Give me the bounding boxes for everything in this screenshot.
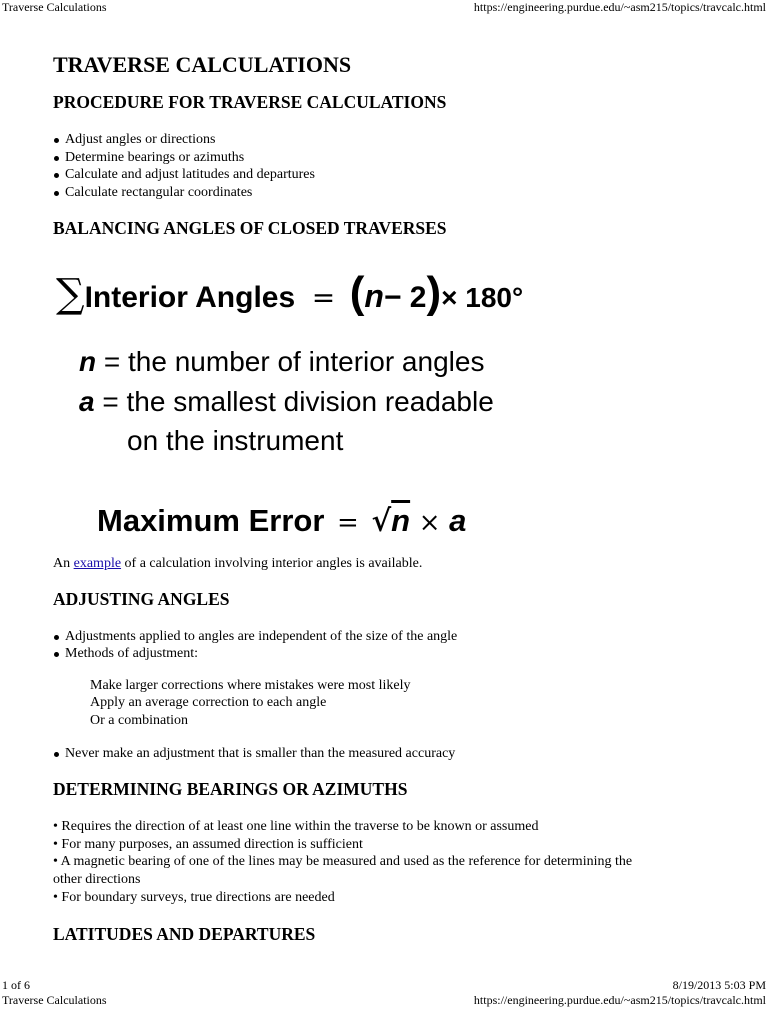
heading-latitudes: LATITUDES AND DEPARTURES [53,924,316,945]
method-item: Apply an average correction to each angle [90,695,327,711]
max-error-equals: = [337,508,359,538]
max-error-formula [97,500,466,544]
example-paragraph [53,555,743,573]
adjusting-list [53,628,743,663]
footer-page: 1 of 6 [2,978,30,992]
list-item: Adjust angles or directions [53,131,743,149]
list-item: • A magnetic bearing of one of the lines may be measured and used as the reference for determining the other directions [53,854,633,887]
var-a: a [79,386,95,417]
max-error-label: Maximum Error [97,503,325,538]
list-item: Calculate rectangular coordinates [53,184,743,202]
example-pre-text: An [53,556,74,571]
var-n: n [79,346,97,377]
formula-times-180: × 180° [441,282,524,313]
method-item: Or a combination [90,712,188,728]
sum-formula [56,268,523,323]
heading-bearings: DETERMINING BEARINGS OR AZIMUTHS [53,779,408,800]
example-link[interactable]: example [73,556,122,571]
formula-lhs: Interior Angles [84,281,296,314]
header-url: https://engineering.purdue.edu/~asm215/topics/travcalc.html [473,0,766,14]
equals-sign: = [311,281,336,314]
page-title: TRAVERSE CALCULATIONS [53,52,352,77]
times-symbol: × [418,508,441,538]
list-item-text: For boundary surveys, true directions are needed [61,889,335,905]
heading-procedure: PROCEDURE FOR TRAVERSE CALCULATIONS [53,92,447,112]
list-item-continuation: other directions [53,871,141,887]
footer-datetime: 8/19/2013 5:03 PM [672,978,766,992]
adjusting-list-2 [53,745,743,763]
def-n [79,344,484,380]
list-item: • For many purposes, an assumed direction is sufficient [53,836,363,852]
heading-adjusting: ADJUSTING ANGLES [53,588,230,609]
list-item-text: A magnetic bearing of one of the lines may be measured and used as the reference for determining the [60,854,633,870]
list-item: • Requires the direction of at least one line within the traverse to be known or assumed [53,819,539,835]
page-content-lower [53,555,743,945]
right-paren: ) [426,268,442,317]
page-content [53,52,743,239]
list-item-text: For many purposes, an assumed direction is sufficient [61,836,363,852]
left-paren: ( [349,268,365,317]
list-item-text: Requires the direction of at least one line within the traverse to be known or assumed [61,819,539,835]
footer-title: Traverse Calculations [2,993,107,1007]
method-item: Make larger corrections where mistakes were most likely [90,677,411,693]
example-post-text: of a calculation involving interior angles is available. [121,556,423,571]
footer-url: https://engineering.purdue.edu/~asm215/topics/travcalc.html [473,993,766,1007]
list-item: Determine bearings or azimuths [53,149,743,167]
sqrt-symbol: √ [371,504,392,539]
def-a-text2: on the instrument [127,425,344,456]
sigma-symbol: ∑ [56,271,85,317]
procedure-list [53,131,743,201]
bearings-list [53,818,743,906]
def-n-text: = the number of interior angles [96,346,485,377]
formula-n: n [364,278,384,314]
header-title: Traverse Calculations [2,0,107,14]
def-a-text: = the smallest division readable [94,386,494,417]
list-item: Calculate and adjust latitudes and departures [53,166,743,184]
def-a [79,384,494,420]
methods-block [53,677,743,730]
max-error-a: a [449,503,467,538]
heading-balancing: BALANCING ANGLES OF CLOSED TRAVERSES [53,218,447,239]
formula-minus-two: − 2 [383,281,427,314]
list-item: Adjustments applied to angles are independent of the size of the angle [53,628,743,646]
list-item: • For boundary surveys, true directions are needed [53,889,335,905]
list-item: Methods of adjustment: [53,645,743,663]
list-item: Never make an adjustment that is smaller than the measured accuracy [53,745,743,763]
max-error-n: n [391,503,411,538]
